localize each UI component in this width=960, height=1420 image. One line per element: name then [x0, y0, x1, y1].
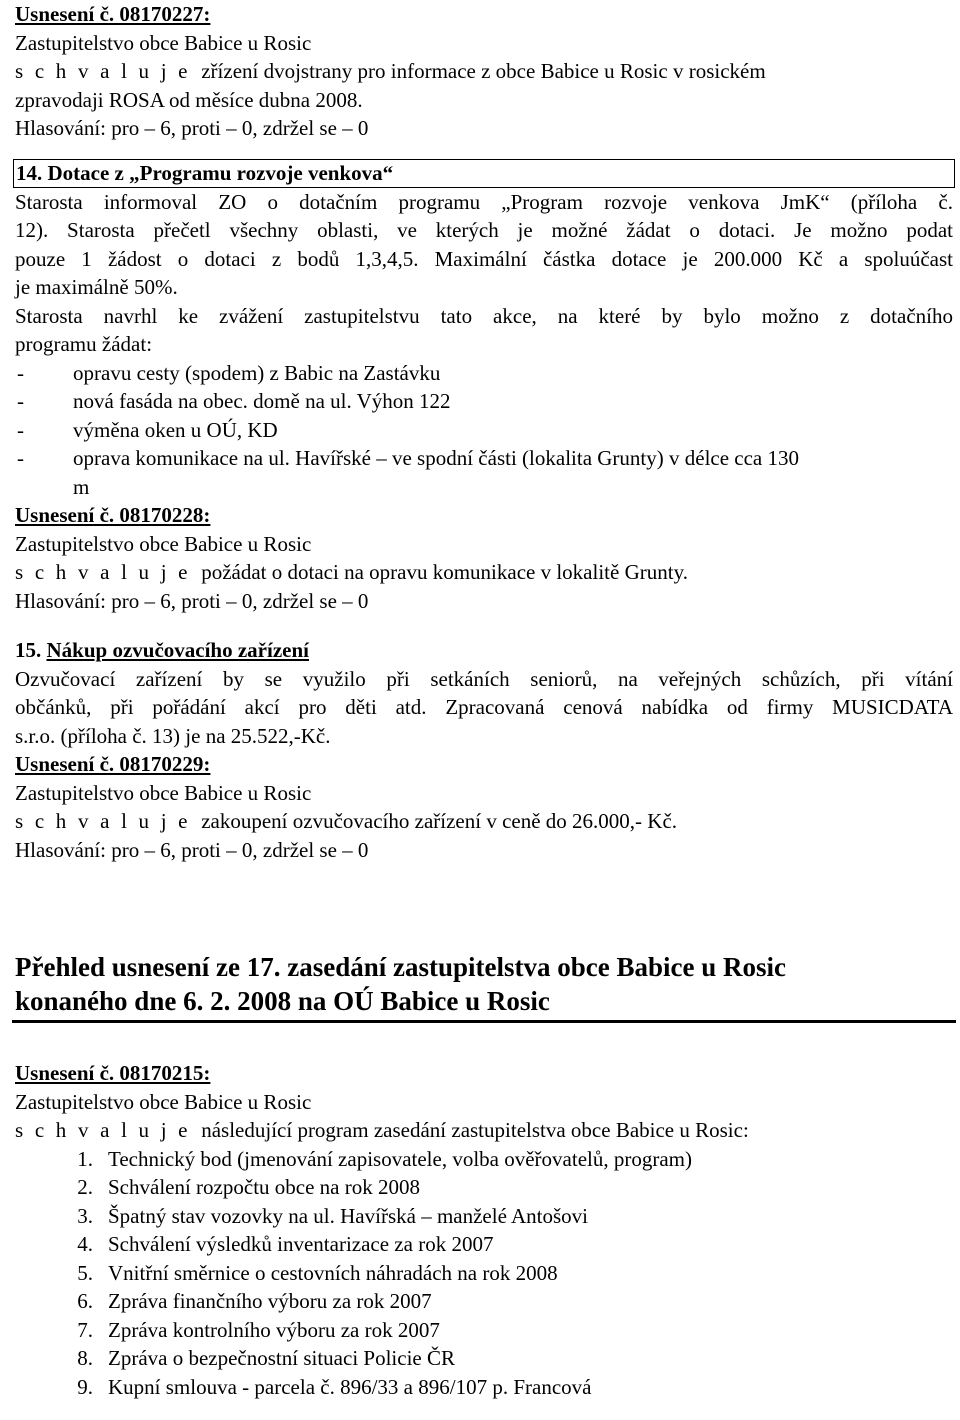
approve-word: s c h v a l u j e — [15, 59, 191, 83]
council-name: Zastupitelstvo obce Babice u Rosic — [15, 531, 312, 556]
section-15-body — [15, 665, 953, 865]
heading-line: Přehled usnesení ze 17. zasedání zastupitelstva obce Babice u Rosic — [15, 952, 786, 982]
list-item: - oprava komunikace na ul. Havířské – ve spodní části (lokalita Grunty) v délce cca 130 — [17, 446, 800, 470]
paragraph-line: Ozvučovací zařízení by se využilo při setkáních seniorů, na veřejných schůzích, při vítání — [15, 666, 953, 691]
list-item: - výměna oken u OÚ, KD — [17, 417, 278, 442]
council-name: Zastupitelstvo obce Babice u Rosic — [15, 780, 312, 805]
agenda-item: 1. Technický bod (jmenování zapisovatele, volba ověřovatelů, program) — [77, 1146, 692, 1171]
overview-heading — [15, 950, 953, 1018]
council-name: Zastupitelstvo obce Babice u Rosic — [15, 1089, 312, 1114]
section-14-title: 14. Dotace z „Programu rozvoje venkova“ — [13, 159, 955, 188]
agenda-item: 4. Schválení výsledků inventarizace za rok 2007 — [77, 1232, 494, 1256]
paragraph-line: pouze 1 žádost o dotaci z bodů 1,3,4,5. Maximální částka dotace je 200.000 Kč a spoluúčast — [15, 246, 953, 271]
vote-result: Hlasování: pro – 6, proti – 0, zdržel se – 0 — [15, 116, 369, 140]
resolution-label: Usnesení č. 08170227: — [15, 2, 211, 26]
council-name: Zastupitelstvo obce Babice u Rosic — [15, 30, 312, 55]
approve-word: s c h v a l u j e — [15, 560, 191, 584]
agenda-item: 2. Schválení rozpočtu obce na rok 2008 — [77, 1175, 420, 1199]
approve-text: požádat o dotaci na opravu komunikace v lokalitě Grunty. — [201, 560, 688, 584]
approve-text: zakoupení ozvučovacího zařízení v ceně do 26.000,- Kč. — [201, 809, 678, 833]
approve-text-cont: zpravodaji ROSA od měsíce dubna 2008. — [15, 87, 363, 112]
resolution-label: Usnesení č. 08170228: — [15, 503, 211, 527]
agenda-list — [15, 1145, 953, 1402]
vote-result: Hlasování: pro – 6, proti – 0, zdržel se – 0 — [15, 837, 369, 862]
heading-line: konaného dne 6. 2. 2008 na OÚ Babice u Rosic — [15, 986, 550, 1016]
section-15-title: 15. Nákup ozvučovacího zařízení — [15, 638, 309, 662]
approve-word: s c h v a l u j e — [15, 809, 191, 833]
agenda-item: 3. Špatný stav vozovky na ul. Havířská – manželé Antošovi — [77, 1203, 588, 1228]
approve-text: zřízení dvojstrany pro informace z obce Babice u Rosic v rosickém — [201, 59, 766, 83]
approve-word: s c h v a l u j e — [15, 1118, 191, 1142]
agenda-item: 9. Kupní smlouva - parcela č. 896/33 a 896/107 p. Francová — [77, 1374, 592, 1399]
paragraph-line: občánků, při pořádání akcí pro děti atd. Zpracovaná cenová nabídka od firmy MUSICDATA — [15, 695, 953, 719]
document-page — [15, 0, 953, 1401]
approve-text: následující program zasedání zastupitelstva obce Babice u Rosic: — [201, 1118, 749, 1142]
vote-result: Hlasování: pro – 6, proti – 0, zdržel se – 0 — [15, 588, 369, 613]
agenda-item: 7. Zpráva kontrolního výboru za rok 2007 — [77, 1317, 440, 1342]
list-item-cont: m — [73, 474, 90, 499]
paragraph-line: je maximálně 50%. — [15, 275, 178, 299]
resolution-label: Usnesení č. 08170229: — [15, 752, 211, 776]
resolution-block-08170227 — [15, 0, 953, 143]
paragraph-line: Starosta informoval ZO o dotačním programu „Program rozvoje venkova JmK“ (příloha č. — [15, 189, 953, 214]
paragraph-line: programu žádat: — [15, 332, 153, 356]
resolution-label: Usnesení č. 08170215: — [15, 1061, 211, 1085]
agenda-item: 6. Zpráva finančního výboru za rok 2007 — [77, 1289, 432, 1313]
list-item: - opravu cesty (spodem) z Babic na Zastávku — [17, 360, 441, 385]
list-item: - nová fasáda na obec. domě na ul. Výhon 122 — [17, 389, 451, 413]
paragraph-line: s.r.o. (příloha č. 13) je na 25.522,-Kč. — [15, 723, 331, 748]
paragraph-line: Starosta navrhl ke zvážení zastupitelstvu tato akce, na které by bylo možno z dotačního — [15, 303, 953, 328]
resolution-block-08170215 — [15, 1059, 953, 1401]
section-14-body — [15, 188, 953, 616]
agenda-item: 5. Vnitřní směrnice o cestovních náhradách na rok 2008 — [77, 1260, 558, 1285]
agenda-item: 8. Zpráva o bezpečnostní situaci Policie ČR — [77, 1346, 455, 1370]
paragraph-line: 12). Starosta přečetl všechny oblasti, ve kterých je možné žádat o dotaci. Je možno podat — [15, 218, 953, 242]
